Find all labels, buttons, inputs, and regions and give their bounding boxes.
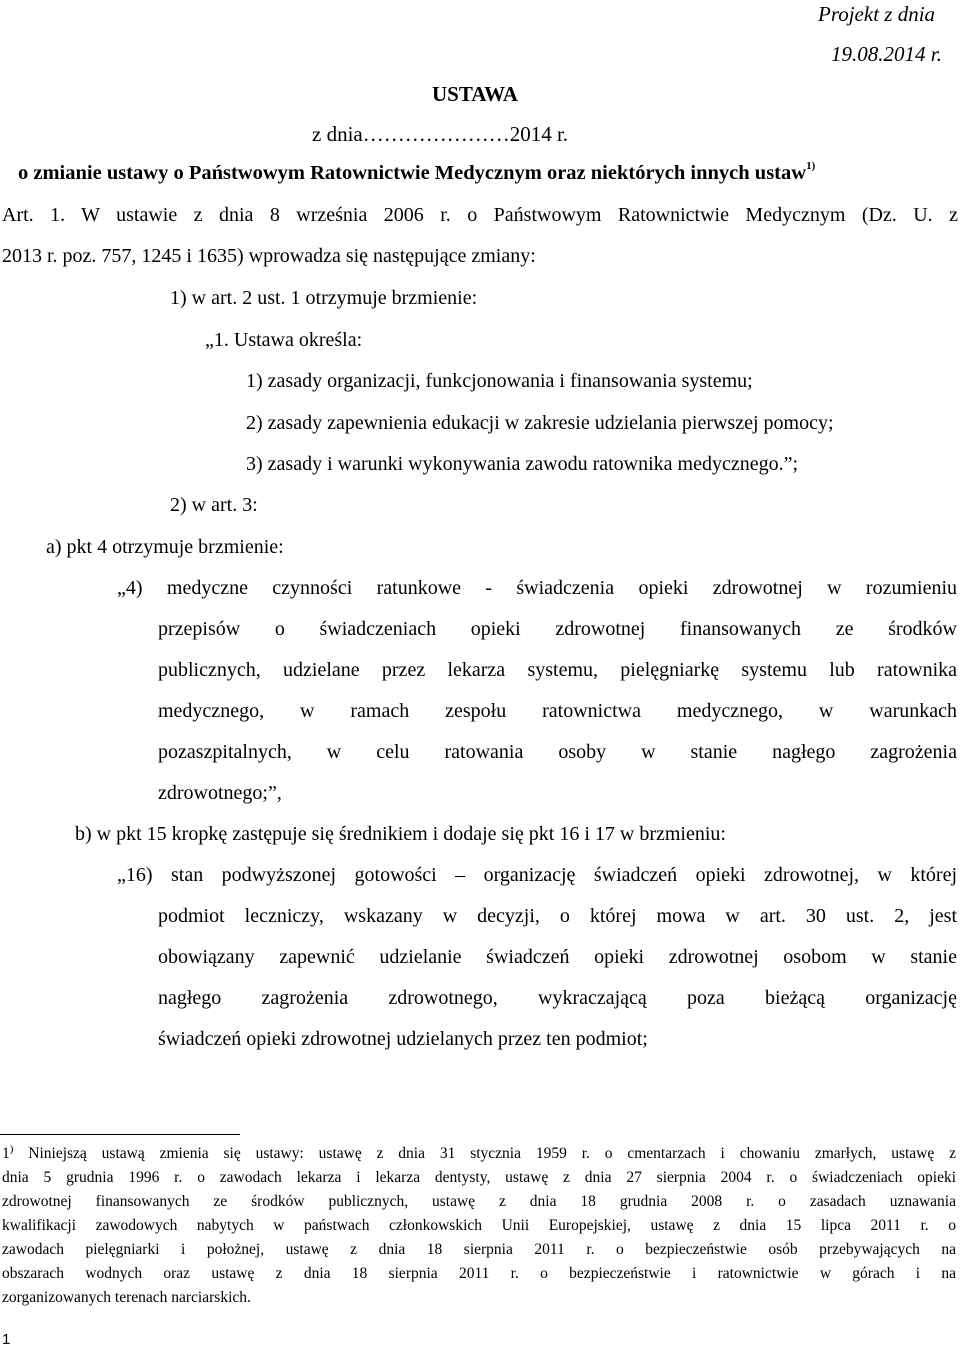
article-intro-line1: Art. 1. W ustawie z dnia 8 września 2006 r. o Państwowym Ratownictwie Medycznym (Dz. U. z — [2, 204, 958, 226]
footnote-line: dnia 5 grudnia 1996 r. o zawodach lekarza i lekarza dentysty, ustawę z dnia 27 sierpnia 2004 r. o świadczeniach opieki — [2, 1169, 956, 1186]
project-date: 19.08.2014 r. — [831, 42, 942, 66]
point-1: 1) zasady organizacji, funkcjonowania i finansowania systemu; — [246, 370, 753, 392]
definition-16-line: nagłego zagrożenia zdrowotnego, wykraczającą poza bieżącą organizację — [158, 987, 957, 1009]
amendment-item-2a: a) pkt 4 otrzymuje brzmienie: — [46, 536, 284, 558]
definition-4-line: zdrowotnego;”, — [158, 782, 282, 804]
footnote-text: Niniejszą ustawą zmienia się ustawy: ustawę z dnia 31 stycznia 1959 r. o cmentarzach i chowaniu zmarłych, ustawę z — [13, 1145, 956, 1162]
footnote-line: kwalifikacji zawodowych nabytych w państwach członkowskich Unii Europejskiej, ustawę z dnia 15 lipca 2011 r. o — [2, 1217, 956, 1234]
amendment-item-2b: b) w pkt 15 kropkę zastępuje się średnikiem i dodaje się pkt 16 i 17 w brzmieniu: — [75, 823, 726, 845]
footnote-marker: 1 — [2, 1145, 10, 1162]
footnote-marker-sup: ) — [9, 1143, 14, 1155]
footnote-line: zorganizowanych terenach narciarskich. — [2, 1289, 251, 1306]
definition-16-line: świadczeń opieki zdrowotnej udzielanych przez ten podmiot; — [158, 1028, 648, 1050]
page-number: 1 — [2, 1331, 11, 1348]
act-title: USTAWA — [432, 82, 518, 106]
act-subject-text: o zmianie ustawy o Państwowym Ratownictwie Medycznym oraz niektórych innych ustaw — [18, 162, 807, 184]
definition-4-line: medycznego, w ramach zespołu ratownictwa medycznego, w warunkach — [158, 700, 957, 722]
footnote-line — [2, 1145, 956, 1163]
point-3: 3) zasady i warunki wykonywania zawodu ratownika medycznego.”; — [246, 453, 799, 475]
definition-16-line: „16) stan podwyższonej gotowości – organizację świadczeń opieki zdrowotnej, w której — [117, 864, 957, 886]
act-date-line: z dnia…………………2014 r. — [312, 122, 569, 146]
definition-4-line: przepisów o świadczeniach opieki zdrowotnej finansowanych ze środków — [158, 618, 957, 640]
project-label: Projekt z dnia — [818, 2, 936, 26]
amendment-item-2: 2) w art. 3: — [170, 494, 258, 516]
footnote-separator — [0, 1134, 240, 1135]
footnote-line: obszarach wodnych oraz ustawę z dnia 18 sierpnia 2011 r. o bezpieczeństwie i ratownictwie w górach i na — [2, 1265, 956, 1282]
footnote-reference: 1) — [806, 160, 816, 172]
point-2: 2) zasady zapewnienia edukacji w zakresie udzielania pierwszej pomocy; — [246, 412, 834, 434]
footnote-line: zdrowotnej finansowanych ze środków publicznych, ustawę z dnia 18 grudnia 2008 r. o zasadach uznawania — [2, 1193, 956, 1210]
act-subject — [18, 162, 815, 185]
quote-start: „1. Ustawa określa: — [205, 329, 363, 351]
definition-4-line: pozaszpitalnych, w celu ratowania osoby w stanie nagłego zagrożenia — [158, 741, 957, 763]
footnote-line: zawodach pielęgniarki i położnej, ustawę z dnia 18 sierpnia 2011 r. o bezpieczeństwie osób przebywających na — [2, 1241, 956, 1258]
definition-16-line: podmiot leczniczy, wskazany w decyzji, o której mowa w art. 30 ust. 2, jest — [158, 905, 957, 927]
definition-4-line: publicznych, udzielane przez lekarza systemu, pielęgniarkę systemu lub ratownika — [158, 659, 957, 681]
article-intro-line2: 2013 r. poz. 757, 1245 i 1635) wprowadza się następujące zmiany: — [2, 245, 536, 267]
definition-4-line: „4) medyczne czynności ratunkowe - świadczenia opieki zdrowotnej w rozumieniu — [117, 577, 957, 599]
amendment-item-1: 1) w art. 2 ust. 1 otrzymuje brzmienie: — [170, 287, 478, 309]
definition-16-line: obowiązany zapewnić udzielanie świadczeń opieki zdrowotnej osobom w stanie — [158, 946, 957, 968]
